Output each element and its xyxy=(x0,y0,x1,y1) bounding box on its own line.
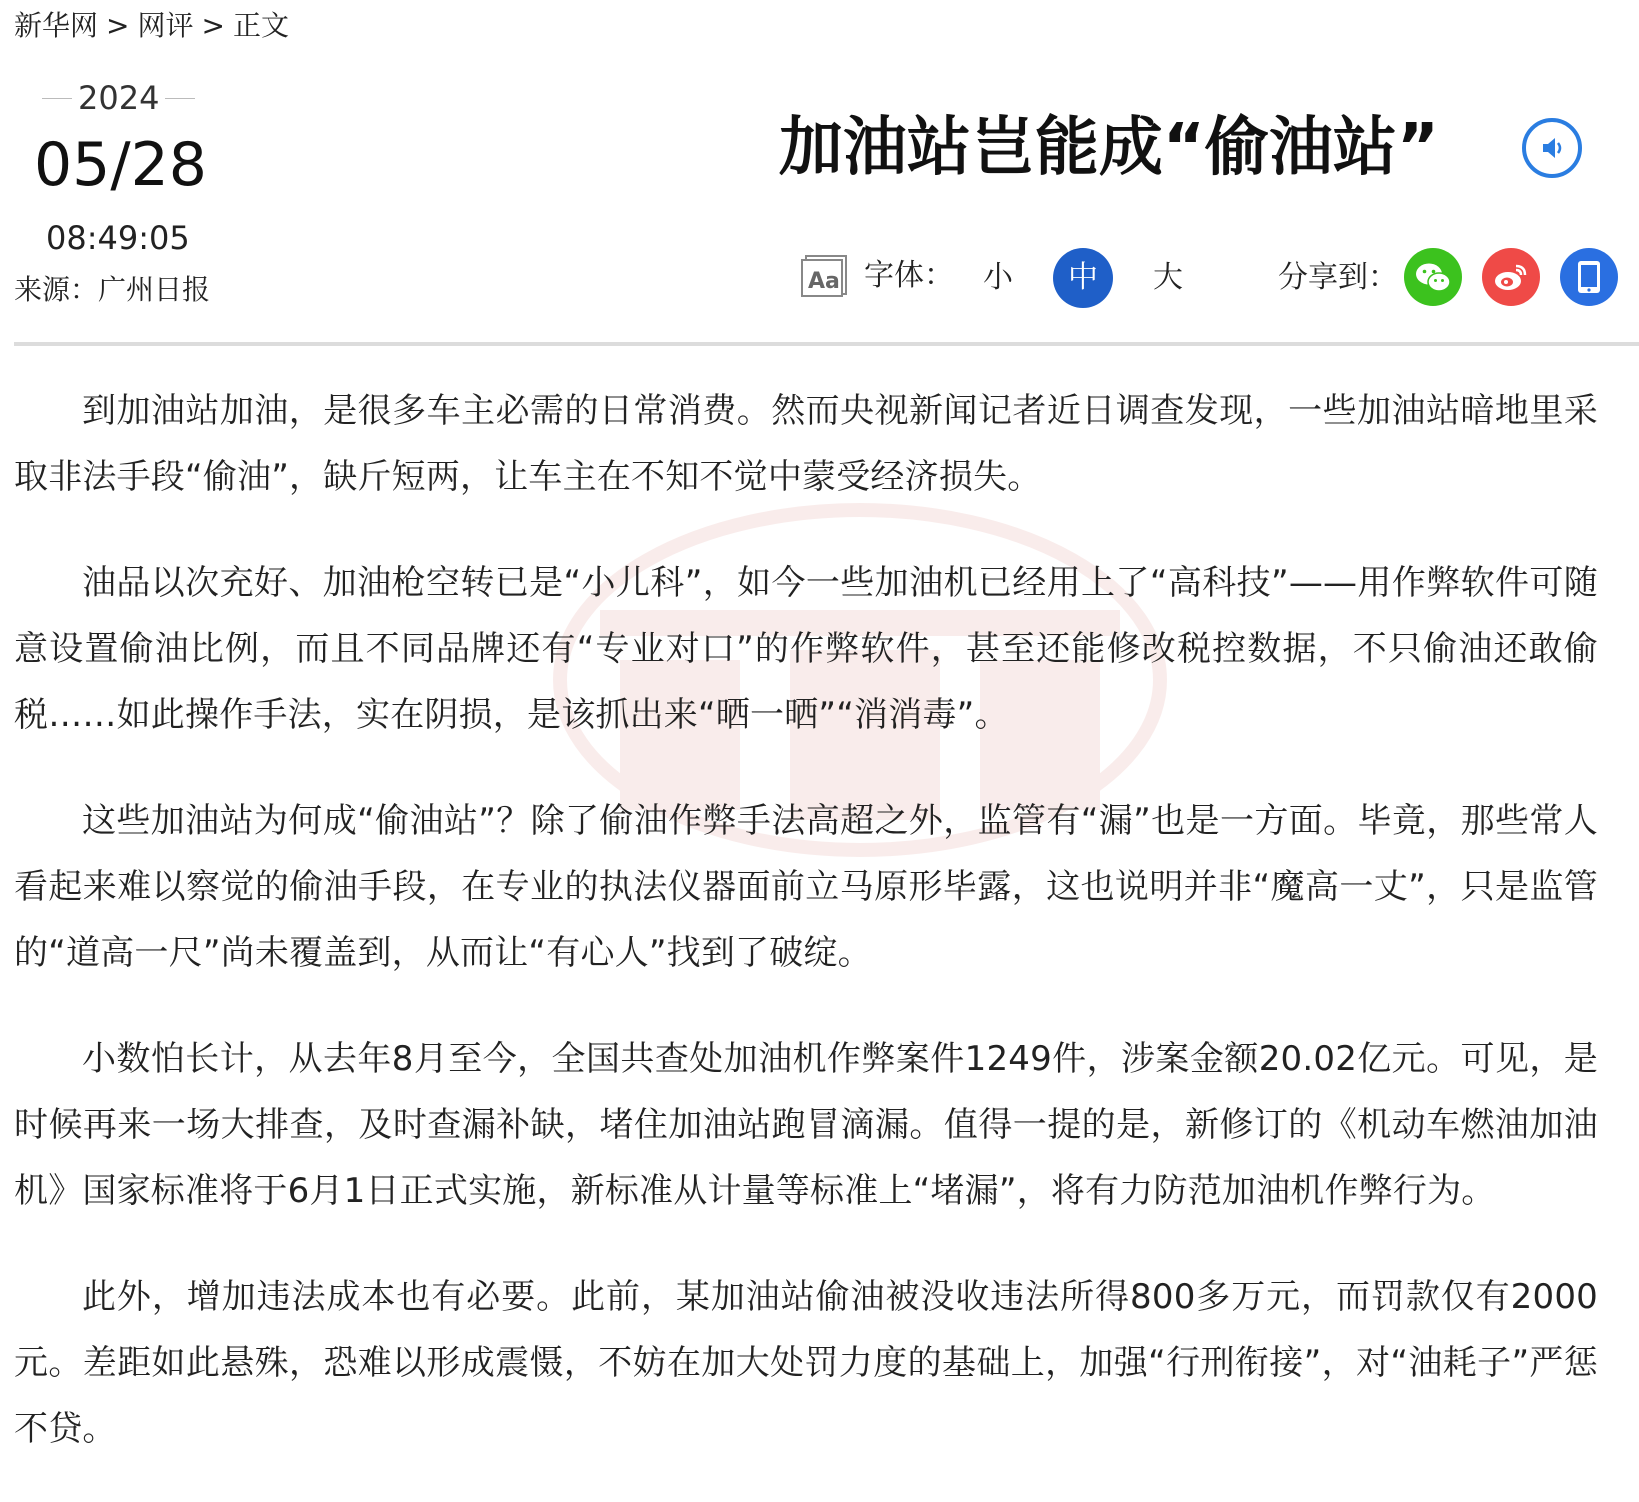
article-toolbar xyxy=(0,244,1639,310)
article-paragraph: 这些加油站为何成“偷油站”？除了偷油作弊手法高超之外，监管有“漏”也是一方面。毕竟，那些常人看起来难以察觉的偷油手段，在专业的执法仪器面前立马原形毕露，这也说明并非“魔高一丈”，只是监管的“道高一尺”尚未覆盖到，从而让“有心人”找到了破绽。 xyxy=(14,801,1598,973)
article-body xyxy=(14,378,1598,1502)
article-paragraph: 此外，增加违法成本也有必要。此前，某加油站偷油被没收违法所得800多万元，而罚款仅有2000元。差距如此悬殊，恐难以形成震慑，不妨在加大处罚力度的基础上，加强“行刑衔接”，对“油耗子”严惩不贷。 xyxy=(14,1277,1598,1449)
audio-play-button[interactable] xyxy=(1522,118,1582,178)
speaker-icon xyxy=(1537,133,1567,163)
share-mobile-button[interactable] xyxy=(1560,248,1618,306)
article-source: 来源：广州日报 xyxy=(14,273,211,306)
wechat-icon xyxy=(1414,261,1452,293)
svg-text:Aa: Aa xyxy=(808,269,840,294)
breadcrumb-separator: > xyxy=(106,9,130,42)
font-size-label: 字体： xyxy=(864,258,954,293)
font-size-large-button[interactable]: 大 xyxy=(1153,260,1183,295)
breadcrumb-link-xinhua[interactable]: 新华网 xyxy=(14,9,99,42)
year-divider xyxy=(165,98,195,99)
font-size-icon xyxy=(800,254,850,298)
breadcrumb-separator: > xyxy=(201,9,225,42)
breadcrumb-current: 正文 xyxy=(232,9,289,42)
article-title: 加油站岂能成“偷油站” xyxy=(778,111,1439,185)
breadcrumb-link-wangping[interactable]: 网评 xyxy=(137,9,194,42)
year-divider xyxy=(42,98,72,99)
article-paragraph: 小数怕长计，从去年8月至今，全国共查处加油机作弊案件1249件，涉案金额20.02亿元。可见，是时候再来一场大排查，及时查漏补缺，堵住加油站跑冒滴漏。值得一提的是，新修订的《机动车燃油加油机》国家标准将于6月1日正式实施，新标准从计量等标准上“堵漏”，将有力防范加油机作弊行为。 xyxy=(14,1039,1598,1211)
publish-time: 08:49:05 xyxy=(46,219,190,257)
breadcrumb xyxy=(14,6,289,46)
share-wechat-button[interactable] xyxy=(1404,248,1462,306)
weibo-icon xyxy=(1492,261,1530,293)
article-paragraph: 油品以次充好、加油枪空转已是“小儿科”，如今一些加油机已经用上了“高科技”——用作弊软件可随意设置偷油比例，而且不同品牌还有“专业对口”的作弊软件，甚至还能修改税控数据，不只偷油还敢偷税……如此操作手法，实在阴损，是该抓出来“晒一晒”“消消毒”。 xyxy=(14,563,1598,735)
header-divider xyxy=(14,342,1639,346)
mobile-icon xyxy=(1575,259,1603,295)
font-size-medium-button[interactable]: 中 xyxy=(1053,248,1113,308)
font-size-small-button[interactable]: 小 xyxy=(983,260,1013,295)
year-row xyxy=(42,76,195,120)
article-paragraph: 到加油站加油，是很多车主必需的日常消费。然而央视新闻记者近日调查发现，一些加油站暗地里采取非法手段“偷油”，缺斤短两，让车主在不知不觉中蒙受经济损失。 xyxy=(14,391,1598,497)
publish-year: 2024 xyxy=(78,79,160,117)
publish-month-day: 05/28 xyxy=(34,130,207,200)
share-label: 分享到： xyxy=(1278,260,1398,295)
share-weibo-button[interactable] xyxy=(1482,248,1540,306)
